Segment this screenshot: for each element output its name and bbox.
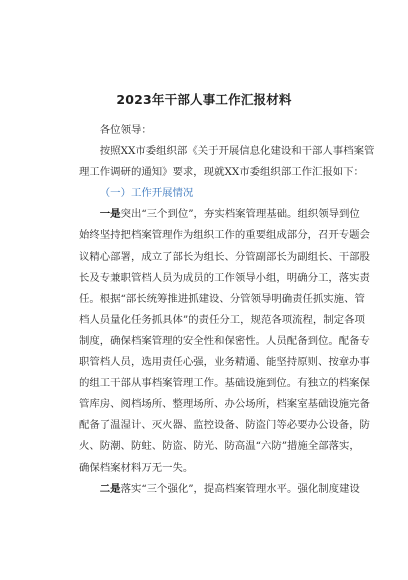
paragraph-point-1-first-line [79, 204, 360, 225]
paragraph-line: 制度，确保档案管理的安全性和保密性。人员配备到位。配备专 [79, 334, 370, 347]
section-heading: （一）工作开展情况 [99, 187, 194, 200]
point-2-text: 落实“三个强化”，提高档案管理水平。强化制度建设 [120, 482, 360, 495]
point-2-lead: 二是 [99, 482, 121, 495]
paragraph-line: 火、防潮、防蛀、防盗、防光、防高温“六防”措施全部落实， [79, 440, 360, 453]
paragraph-line: 档人员量化任务抓具体”的责任分工，规范各项流程，制定各项 [79, 313, 365, 326]
point-1-text: 突出“三个到位”，夯实档案管理基础。组织领导到位 [120, 208, 360, 221]
document-title: 2023年干部人事工作汇报材料 [116, 92, 292, 107]
intro-line-1: 按照XX市委组织部《关于开展信息化建设和干部人事档案管 [99, 145, 375, 158]
paragraph-line: 管库房、阅档场所、整理场所、办公场所，档案室基础设施完备 [79, 398, 370, 411]
paragraph-line: 长及专兼职管档人员为成员的工作领导小组，明确分工，落实责 [79, 271, 370, 284]
point-1-lead: 一是 [99, 208, 121, 221]
paragraph-line: 议精心部署，成立了部长为组长、分管副部长为副组长、干部股 [79, 250, 370, 263]
paragraph-point-2-first-line [79, 479, 360, 500]
salutation: 各位领导： [99, 124, 152, 136]
document-body [79, 120, 375, 500]
paragraph-line: 任。根据“部长统筹推进抓建设、分管领导明确责任抓实施、管 [79, 292, 365, 305]
intro-line-2: 理工作调研的通知》要求，现就XX市委组织部工作汇报如下： [79, 166, 364, 179]
paragraph-line: 配备了温湿计、灭火器、监控设备、防盗门等必要办公设备，防 [79, 419, 370, 432]
paragraph-line: 的组工干部从事档案管理工作。基础设施到位。有独立的档案保 [79, 377, 370, 390]
paragraph-line: 确保档案材料万无一失。 [79, 461, 194, 474]
paragraph-line: 始终坚持把档案管理作为组织工作的重要组成部分，召开专题会 [79, 229, 370, 242]
paragraph-line: 职管档人员，选用责任心强，业务精通、能坚持原则、按章办事 [79, 356, 370, 369]
